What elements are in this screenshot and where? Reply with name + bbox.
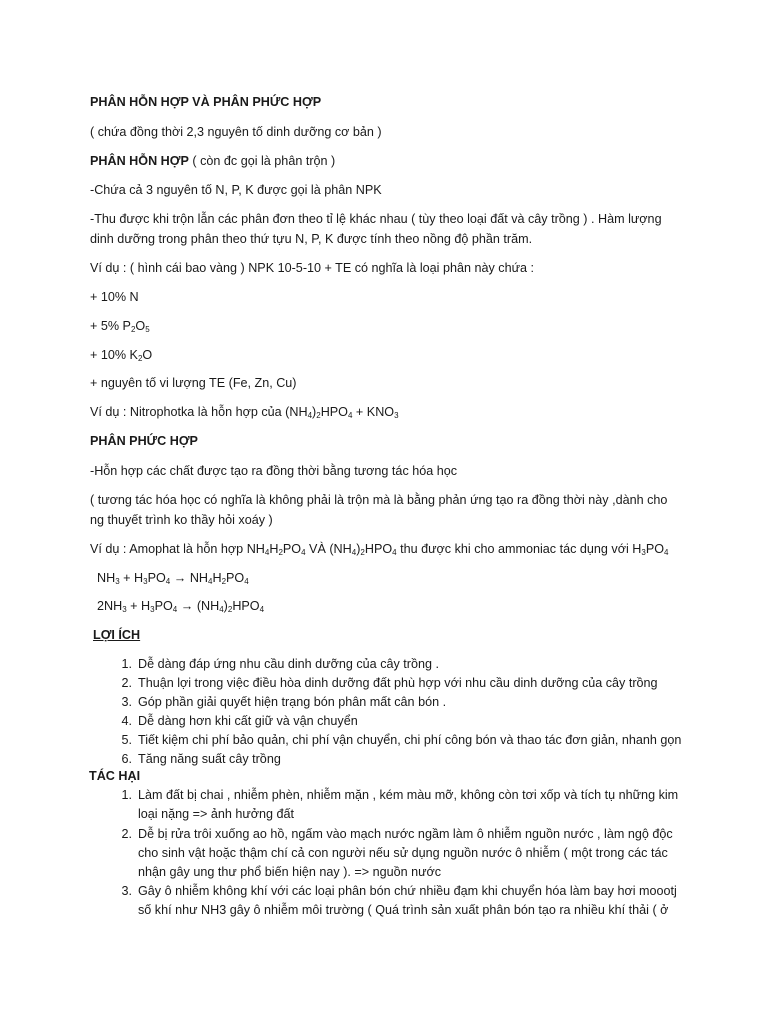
list-item	[121, 750, 718, 769]
subscript: 4	[172, 605, 178, 614]
text: 2NH	[97, 599, 123, 613]
list-text-line: Gây ô nhiễm không khí với các loại phân bón chứ nhiều đạm khi chuyển hóa làm bay hơi moootj	[138, 884, 677, 898]
text: HPO	[232, 599, 260, 613]
subscript: 4	[165, 577, 171, 586]
list-text-line: Làm đất bị chai , nhiễm phèn, nhiễm mặn , kém màu mỡ, không còn tơi xốp và tích tụ những kim	[138, 788, 679, 802]
list-text-line: số khí như NH3 gây ô nhiễm môi trường ( Quá trình sản xuất phân bón tạo ra nhiều khí thải ( ở	[138, 903, 669, 917]
list-number: 1.	[121, 788, 132, 802]
arrow-icon: →	[170, 571, 190, 585]
benefits-heading: LỢI ÍCH	[93, 628, 141, 642]
text: NH	[189, 571, 209, 585]
equation-2	[97, 598, 264, 614]
text: O	[135, 319, 146, 333]
mixed-paragraph-1: -Chứa cả 3 nguyên tố N, P, K được gọi là phân NPK	[90, 183, 382, 197]
text: PO	[154, 599, 173, 613]
list-text: Dễ dàng hơn khi cất giữ và vận chuyển	[138, 714, 358, 728]
composition-n: + 10% N	[90, 290, 139, 304]
harms-heading: TÁC HẠI	[89, 769, 141, 783]
subscript: 4	[244, 577, 249, 586]
text: (NH	[196, 599, 220, 613]
text: Ví dụ : Nitrophotka là hỗn hợp của (NH	[90, 405, 308, 419]
subscript: 4	[264, 548, 270, 557]
composition-te: + nguyên tố vi lượng TE (Fe, Zn, Cu)	[90, 376, 297, 390]
subscript: 2	[221, 577, 227, 586]
list-text: Góp phần giải quyết hiện trạng bón phân mất cân bón .	[138, 695, 447, 709]
subscript: 3	[143, 577, 148, 586]
text: NH	[97, 571, 116, 585]
list-item	[121, 825, 718, 882]
text: )	[223, 599, 228, 613]
text: )	[356, 542, 361, 556]
subscript: 2	[137, 354, 143, 363]
text: H	[212, 571, 222, 585]
subscript: 4	[307, 411, 313, 420]
list-number: 3.	[121, 695, 132, 709]
text: PO	[282, 542, 302, 556]
list-text-line: loại nặng => ảnh hưởng đất	[138, 807, 295, 821]
text: O	[142, 348, 153, 362]
complex-heading: PHÂN PHỨC HỢP	[90, 434, 198, 448]
list-item	[121, 674, 718, 693]
text: thu được khi cho ammoniac tác dụng với H	[396, 542, 642, 556]
subscript: 4	[347, 411, 353, 420]
mixed-paragraph-2b: dinh dưỡng trong phân theo thứ tựu N, P, K được tính theo nồng độ phần trăm.	[90, 232, 533, 246]
text: VÀ (NH	[305, 542, 352, 556]
subscript: 3	[641, 548, 646, 557]
complex-paragraph-1: -Hỗn hợp các chất được tạo ra đồng thời bằng tương tác hóa học	[90, 464, 458, 478]
text: )	[312, 405, 317, 419]
complex-paragraph-2a: ( tương tác hóa học có nghĩa là không phải là trộn mà là bằng phản ứng tạo ra đồng thời này ,dành cho	[90, 493, 668, 507]
arrow-icon: →	[177, 599, 197, 613]
text: HPO	[320, 405, 348, 419]
example-1: Ví dụ : ( hình cái bao vàng ) NPK 10-5-10 + TE có nghĩa là loại phân này chứa :	[90, 261, 535, 275]
list-item	[121, 712, 718, 731]
list-number: 2.	[121, 827, 132, 841]
list-text-line: nhận gây ung thư phổ biến hiện nay ). => nguồn nước	[138, 865, 442, 879]
text: PO	[226, 571, 245, 585]
subscript: 3	[115, 577, 120, 586]
amophat-example	[90, 541, 668, 557]
list-text: Tiết kiệm chi phí bảo quản, chi phí vận chuyển, chi phí công bón và thao tác đơn giản, nhanh gọn	[138, 733, 682, 747]
list-number: 1.	[121, 657, 132, 671]
list-text-line: Dễ bị rửa trôi xuống ao hồ, ngấm vào mạch nước ngầm làm ô nhiễm nguồn nước , làm ngộ độc	[138, 827, 673, 841]
subscript: 4	[664, 548, 669, 557]
list-number: 2.	[121, 676, 132, 690]
text: PO	[645, 542, 665, 556]
subscript: 4	[392, 548, 397, 557]
composition-p	[90, 318, 150, 334]
list-item	[121, 655, 718, 674]
doc-subtitle: ( chứa đồng thời 2,3 nguyên tố dinh dưỡng cơ bản )	[90, 125, 382, 139]
composition-k	[90, 347, 152, 363]
subscript: 4	[351, 548, 357, 557]
text: Ví dụ : Amophat là hỗn hợp NH	[90, 542, 265, 556]
subscript: 2	[227, 605, 233, 614]
mixed-heading: PHÂN HỖN HỢP	[90, 154, 189, 168]
text: + H	[126, 599, 151, 613]
complex-paragraph-2b: ng thuyết trình ko thầy hỏi xoáy )	[90, 513, 273, 527]
subscript: 2	[360, 548, 365, 557]
mixed-paragraph-2a: -Thu được khi trộn lẫn các phân đơn theo tỉ lệ khác nhau ( tùy theo loại đất và cây trồng ) . Hàm lượng	[90, 212, 662, 226]
subscript: 5	[145, 325, 150, 334]
equation-1	[97, 570, 249, 586]
list-text: Dễ dàng đáp ứng nhu cầu dinh dưỡng của cây trồng .	[138, 657, 439, 671]
list-text: Tăng năng suất cây trồng	[138, 752, 281, 766]
list-text: Thuận lợi trong việc điều hòa dinh dưỡng đất phù hợp với nhu cầu dinh dưỡng của cây trồng	[138, 676, 658, 690]
subscript: 2	[316, 411, 321, 420]
doc-title: PHÂN HỖN HỢP VÀ PHÂN PHỨC HỢP	[90, 95, 322, 109]
list-item	[121, 786, 718, 824]
subscript: 4	[208, 577, 213, 586]
list-item	[121, 882, 718, 920]
text: + H	[119, 571, 144, 585]
list-number: 3.	[121, 884, 132, 898]
subscript: 3	[122, 605, 127, 614]
text: + KNO	[352, 405, 395, 419]
list-number: 5.	[121, 733, 132, 747]
mixed-heading-note: ( còn đc gọi là phân trộn )	[188, 154, 336, 168]
text: + 5% P	[90, 319, 131, 333]
list-item	[121, 731, 718, 750]
mixed-heading-line	[90, 153, 335, 169]
subscript: 2	[278, 548, 283, 557]
list-number: 6.	[121, 752, 132, 766]
text: H	[269, 542, 279, 556]
text: + 10% K	[90, 348, 138, 362]
list-text-line: cho sinh vật hoặc thậm chí cả con người nếu sử dụng nguồn nước ô nhiễm ( một trong các tác	[138, 846, 668, 860]
example-2	[90, 404, 399, 420]
subscript: 4	[301, 548, 306, 557]
subscript: 3	[394, 411, 399, 420]
subscript: 4	[259, 605, 265, 614]
list-number: 4.	[121, 714, 132, 728]
list-item	[121, 693, 718, 712]
subscript: 4	[219, 605, 224, 614]
text: PO	[147, 571, 166, 585]
text: HPO	[364, 542, 393, 556]
subscript: 2	[130, 325, 136, 334]
subscript: 3	[150, 605, 155, 614]
